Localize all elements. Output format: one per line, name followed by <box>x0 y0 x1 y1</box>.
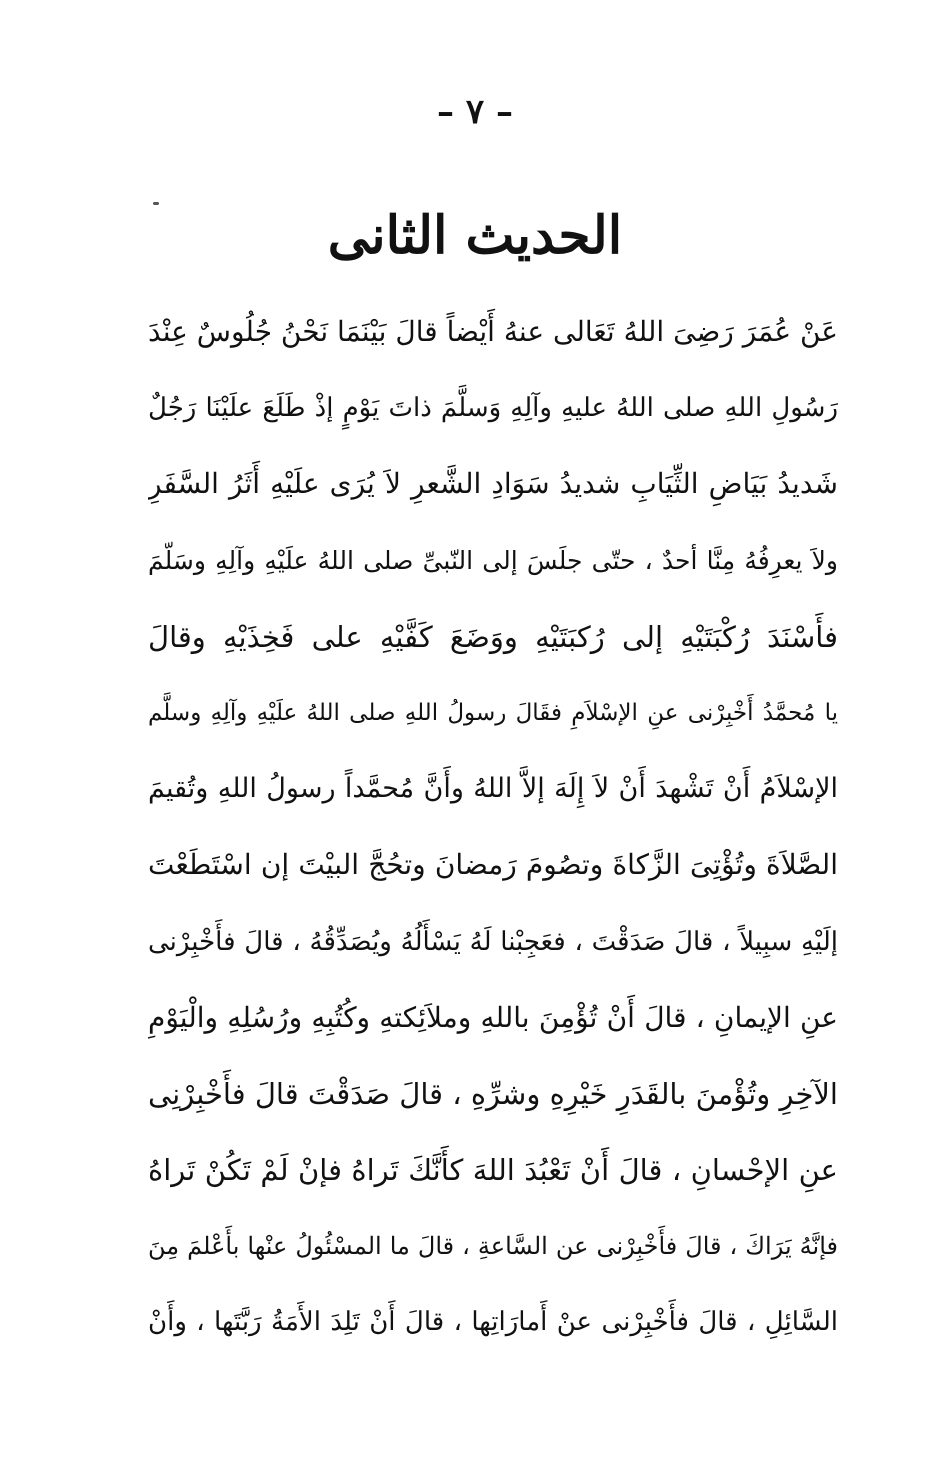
hadith-text <box>148 294 838 1361</box>
text-line: الصَّلاَةَ وتُؤْتِىَ الزَّكاةَ وتصُومَ رَمضانَ وتحُجَّ البيْتَ إن اسْتَطَعْتَ <box>148 848 838 882</box>
text-line: شَديدُ بَيَاضِ الثِّيَابِ شديدُ سَوَادِ الشَّعرِ لاَ يُرَى علَيْهِ أَثَرُ السَّفَرِ <box>148 467 838 501</box>
text-line: عنِ الإيمانِ ، قالَ أَنْ تُؤْمِنَ باللهِ وملاَئِكتهِ وكُتُبِهِ ورُسُلِهِ والْيَوْمِ <box>148 1000 838 1034</box>
text-line: فأَسْنَدَ رُكْبَتَيْهِ إلى رُكبَتَيْهِ ووَضَعَ كَفَّيْهِ على فَخِذَيْهِ وقالَ <box>148 619 838 654</box>
section-title: الحديث الثانى <box>327 205 623 266</box>
text-line: الآخِرِ وتُؤْمنَ بالقَدَرِ خَيْرِهِ وشرِّهِ ، قالَ صَدَقْتَ قالَ فأَخْبِرْنِى <box>148 1076 838 1111</box>
text-line: رَسُولِ اللهِ صلى اللهُ عليهِ وآلِهِ وَسلَّمَ ذاتَ يَوْمٍ إذْ طَلَعَ علَيْنَا رَجُلٌ <box>148 393 838 424</box>
text-line: ولاَ يعرِفُهُ مِنَّا أحدٌ ، حتّى جلَسَ إلى النّبىِّ صلى اللهُ علَيْهِ وآلِهِ وسَلّمَ <box>148 545 838 575</box>
text-line: يا مُحمَّدُ أَخْبِرْنى عنِ الإسْلاَمِ فقَالَ رسولُ اللهِ صلى اللهُ علَيْهِ وآلِهِ وسلَّم <box>148 699 838 726</box>
page-number: – ٧ – <box>437 92 513 132</box>
text-line: عنِ الإحْسانِ ، قالَ أَنْ تَعْبُدَ اللهَ كأَنَّكَ تَراهُ فإنْ لَمْ تَكُنْ تَراهُ <box>148 1153 838 1188</box>
text-line: فإنَّهُ يَرَاكَ ، قالَ فأَخْبِرْنى عن السَّاعةِ ، قالَ ما المسْئُولُ عنْها بأَعْلمَ مِنَ <box>148 1232 838 1261</box>
text-line: الإسْلاَمُ أَنْ تَشْهدَ أَنْ لاَ إِلَهَ إلاَّ اللهُ وأَنَّ مُحمَّداً رسولُ اللهِ وتُقيمَ <box>148 773 838 805</box>
text-line: إلَيْهِ سبِيلاً ، قالَ صَدَقْتَ ، فعَجِبْنا لَهُ يَسْأَلُهُ ويُصَدِّقُهُ ، قالَ فأَخْبِرْنى <box>148 926 838 957</box>
text-line: عَنْ عُمَرَ رَضِىَ اللهُ تَعَالى عنهُ أَيْضاً قالَ بَيْنَمَا نَحْنُ جُلُوسٌ عِنْدَ <box>148 315 838 348</box>
text-line: السَّائِلِ ، قالَ فأَخْبِرْنى عنْ أَمارَاتِها ، قالَ أَنْ تَلِدَ الأَمَةُ رَبَّتَها ، وأَنْ <box>148 1307 838 1338</box>
